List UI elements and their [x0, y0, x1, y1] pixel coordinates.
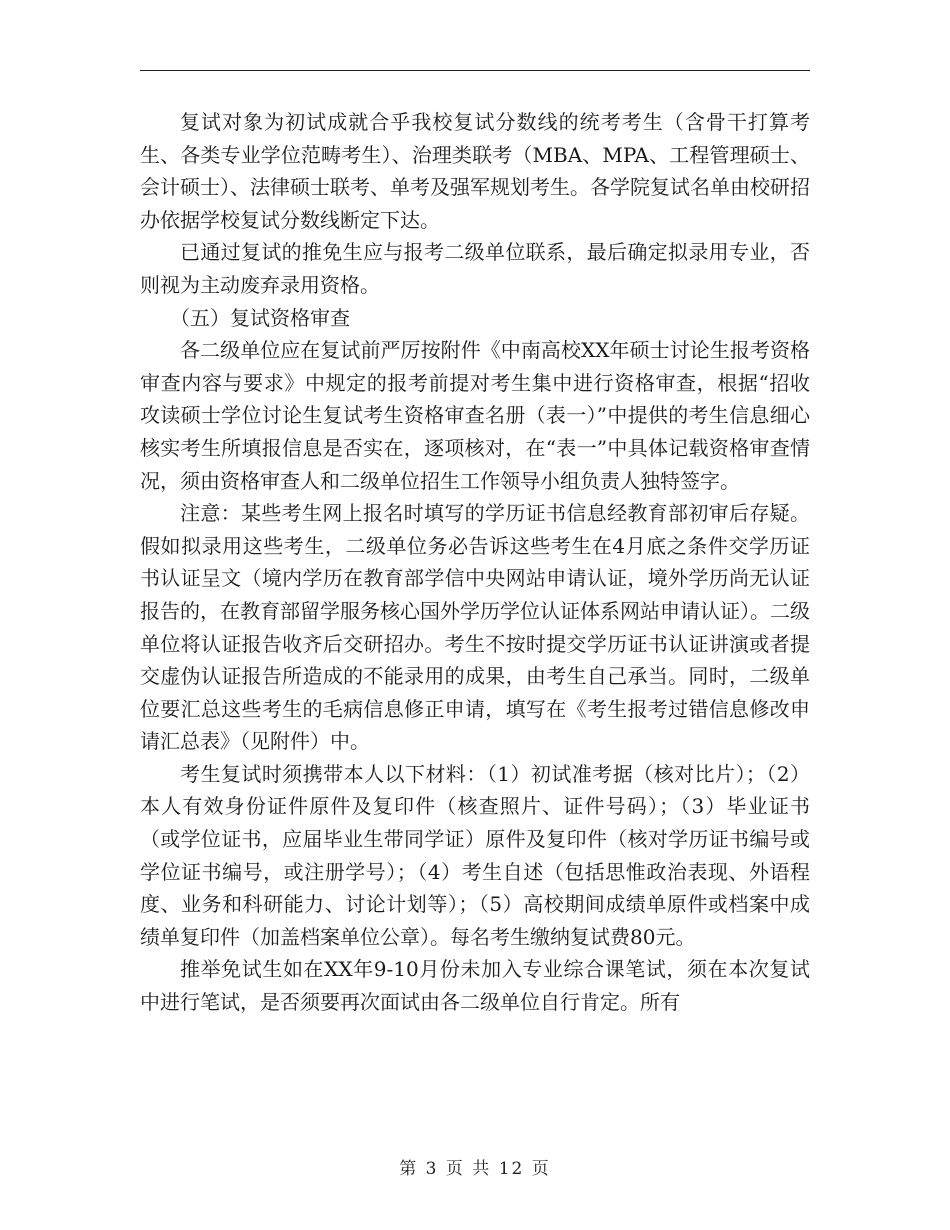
- paragraph-exempt-students: 已通过复试的推免生应与报考二级单位联系，最后确定拟录用专业，否则视为主动废弃录用资格。: [140, 240, 810, 297]
- paragraph-review-procedure: 各二级单位应在复试前严厉按附件《中南高校XX年硕士讨论生报考资格审查内容与要求》中规定的报考前提对考生集中进行资格审查，根据“招收攻读硕士学位讨论生复试考生资格审查名册（表一）”中提供的考生信息细心核实考生所填报信息是否实在，逐项核对，在“表一”中具体记载资格审查情况，须由资格审查人和二级单位招生工作领导小组负责人独特签字。: [140, 338, 810, 493]
- body-text: [140, 106, 810, 1019]
- page-number: 第 3 页 共 12 页: [399, 1159, 551, 1179]
- paragraph-required-materials: 考生复试时须携带本人以下材料：（1）初试准考据（核对比片）；（2）本人有效身份证件原件及复印件（核查照片、证件号码）；（3）毕业证书（或学位证书，应届毕业生带同学证）原件及复印件（核对学历证书编号或学位证书编号，或注册学号）；（4）考生自述（包括思惟政治表现、外语程度、业务和科研能力、讨论计划等）；（5）高校期间成绩单原件或档案中成绩单复印件（加盖档案单位公章）。每名考生缴纳复试费80元。: [140, 761, 810, 949]
- paragraph-notice: 注意：某些考生网上报名时填写的学历证书信息经教育部初审后存疑。假如拟录用这些考生，二级单位务必告诉这些考生在4月底之条件交学历证书认证呈文（境内学历在教育部学信中央网站申请认证，境外学历尚无认证报告的，在教育部留学服务核心国外学历学位认证体系网站申请认证）。二级单位将认证报告收齐后交研招办。考生不按时提交学历证书认证讲演或者提交虚伪认证报告所造成的不能录用的成果，由考生自己承当。同时，二级单位要汇总这些考生的毛病信息修正申请，填写在《考生报考过错信息修改申请汇总表》（见附件）中。: [140, 501, 810, 754]
- paragraph-retest-candidates: 复试对象为初试成就合乎我校复试分数线的统考考生（含骨干打算考生、各类专业学位范畴考生）、治理类联考（MBA、MPA、工程管理硕士、会计硕士）、法律硕士联考、单考及强军规划考生。各学院复试名单由校研招办依据学校复试分数线断定下达。: [140, 110, 810, 232]
- header-rule: [140, 70, 810, 71]
- section-heading-qualification-review: （五）复试资格审查: [170, 305, 350, 330]
- paragraph-written-exam: 推举免试生如在XX年9-10月份未加入专业综合课笔试，须在本次复试中进行笔试，是否须要再次面试由各二级单位自行肯定。所有: [140, 957, 810, 1015]
